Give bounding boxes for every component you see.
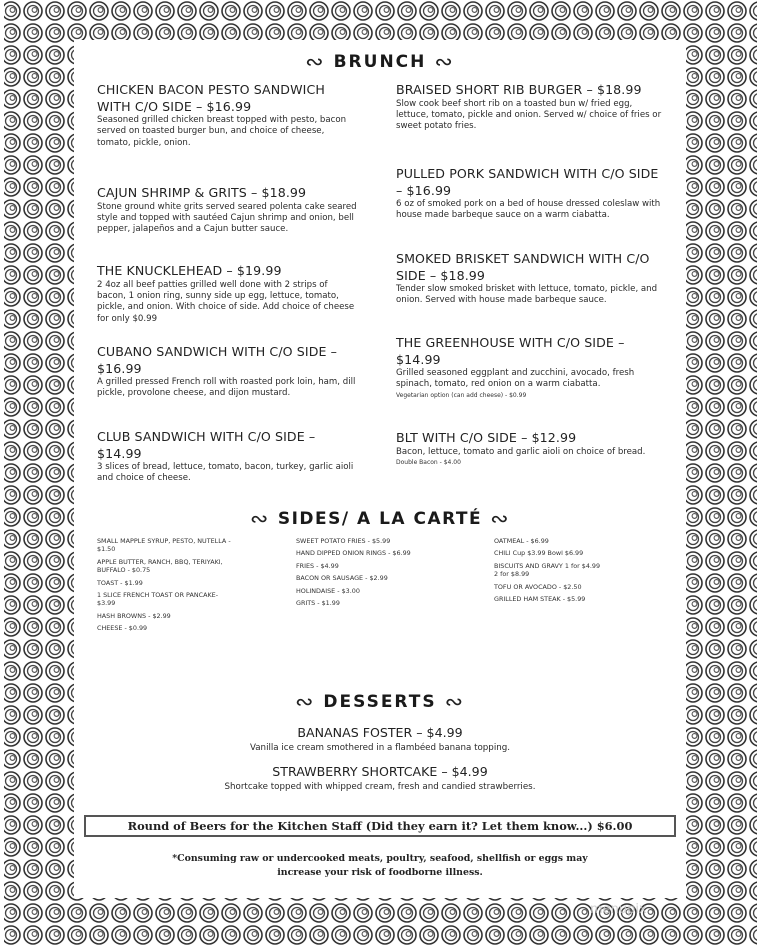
item-name: BLT WITH C/O SIDE – $12.99: [396, 430, 577, 445]
item-description: Shortcake topped with whipped cream, fresh and candied strawberries.: [224, 782, 536, 792]
watermark: menupix: [590, 902, 647, 917]
swirl-ornament-icon: ∾: [249, 507, 270, 532]
menu-panel: [74, 40, 686, 917]
menu-item: [97, 429, 359, 485]
side-item: GRITS - $1.99: [296, 599, 340, 608]
item-note: Double Bacon - $4.00: [396, 458, 461, 466]
side-item: HASH BROWNS - $2.99: [97, 611, 171, 620]
menu-item: [396, 430, 666, 467]
side-item: OATMEAL - $6.99: [494, 537, 549, 545]
menu-item: [396, 82, 666, 133]
side-item: HAND DIPPED ONION RINGS - $6.99: [296, 549, 411, 558]
sides-heading: [74, 507, 686, 532]
dessert-item: [74, 725, 686, 753]
item-name: THE KNUCKLEHEAD – $19.99: [97, 263, 282, 278]
swirl-ornament-icon: ∾: [294, 690, 316, 715]
sides-heading-text: SIDES/ A LA CARTÉ: [277, 509, 483, 529]
menu-item: [97, 82, 359, 149]
side-item: SMALL MAPPLE SYRUP, PESTO, NUTELLA - $1.50: [97, 537, 231, 554]
item-description: Bacon, lettuce, tomato and garlic aioli on choice of bread.: [396, 446, 646, 457]
side-item: CHEESE - $0.99: [97, 624, 148, 633]
side-item: CHILI Cup $3.99 Bowl $6.99: [494, 549, 584, 558]
swirl-ornament-icon: ∾: [490, 507, 511, 532]
item-name: CAJUN SHRIMP & GRITS – $18.99: [97, 185, 307, 200]
desserts-heading: [74, 690, 686, 715]
item-description: 6 oz of smoked pork on a bed of house dressed coleslaw with house made barbeque sauce on a warm ciabatta.: [396, 199, 661, 221]
side-item: TOAST - $1.99: [97, 578, 143, 587]
item-note: Vegetarian option (can add cheese) - $0.99: [396, 391, 527, 399]
side-item: TOFU OR AVOCADO - $2.50: [494, 582, 582, 591]
side-item: HOLINDAISE - $3.00: [296, 586, 360, 595]
item-name: CHICKEN BACON PESTO SANDWICH WITH C/O SIDE – $16.99: [97, 82, 325, 114]
sides-column-2: [296, 537, 416, 611]
item-description: Grilled seasoned eggplant and zucchini, avocado, fresh spinach, tomato, red onion on a warm ciabatta.: [396, 368, 635, 390]
swirl-ornament-icon: ∾: [434, 50, 455, 75]
dessert-item: [74, 764, 686, 792]
menu-item: [396, 335, 666, 400]
item-description: A grilled pressed French roll with roasted pork loin, ham, dill pickle, provolone cheese, and dijon mustard.: [97, 377, 356, 399]
brunch-heading-text: BRUNCH: [333, 52, 427, 72]
side-item: APPLE BUTTER, RANCH, BBQ, TERIYAKI, BUFFALO - $0.75: [97, 557, 223, 575]
desserts-heading-text: DESSERTS: [323, 692, 437, 712]
sides-column-1: [97, 537, 232, 637]
item-name: CUBANO SANDWICH WITH C/O SIDE – $16.99: [97, 344, 338, 376]
menu-item: [97, 344, 359, 400]
beers-banner: Round of Beers for the Kitchen Staff (Did they earn it? Let them know...) $6.00: [84, 815, 676, 837]
side-item: SWEET POTATO FRIES - $5.99: [296, 537, 391, 545]
item-description: Slow cook beef short rib on a toasted bun w/ fried egg, lettuce, tomato, pickle and onion. Served w/ choice of fries or sweet potato fries.: [396, 98, 662, 132]
item-description: Vanilla ice cream smothered in a flambéed banana topping.: [249, 743, 511, 753]
side-item: 1 SLICE FRENCH TOAST OR PANCAKE- $3.99: [97, 591, 219, 608]
item-name: STRAWBERRY SHORTCAKE – $4.99: [272, 764, 488, 779]
item-description: 2 4oz all beef patties grilled well done with 2 strips of bacon, 1 onion ring, sunny side up egg, lettuce, tomato, pickle, and onion. With choice of side. Add choice of cheese for only $0.99: [97, 279, 355, 324]
side-item: BACON OR SAUSAGE - $2.99: [296, 574, 388, 583]
menu-item: [97, 185, 359, 236]
item-description: Stone ground white grits served seared polenta cake seared style and topped with sautéed Cajun shrimp and onion, bell pepper, jalapeños and a Cajun butter sauce.: [97, 201, 357, 235]
item-name: PULLED PORK SANDWICH WITH C/O SIDE – $16.99: [396, 166, 659, 198]
disclaimer-line: *Consuming raw or undercooked meats, poultry, seafood, shellfish or eggs may: [172, 853, 588, 864]
swirl-ornament-icon: ∾: [444, 690, 466, 715]
item-name: THE GREENHOUSE WITH C/O SIDE – $14.99: [396, 335, 625, 367]
item-name: CLUB SANDWICH WITH C/O SIDE – $14.99: [97, 429, 316, 461]
item-name: BANANAS FOSTER – $4.99: [297, 725, 463, 740]
item-description: 3 slices of bread, lettuce, tomato, bacon, turkey, garlic aioli and choice of cheese.: [97, 462, 354, 484]
item-description: Tender slow smoked brisket with lettuce, tomato, pickle, and onion. Served with house made barbeque sauce.: [396, 284, 658, 306]
side-item: FRIES - $4.99: [296, 561, 339, 570]
food-safety-disclaimer: [74, 852, 686, 880]
menu-item: [396, 251, 666, 307]
item-name: SMOKED BRISKET SANDWICH WITH C/O SIDE – $18.99: [396, 251, 650, 283]
brunch-heading: [74, 50, 686, 75]
side-item: GRILLED HAM STEAK - $5.99: [494, 595, 586, 604]
menu-item: [396, 166, 666, 222]
swirl-ornament-icon: ∾: [305, 50, 326, 75]
sides-column-3: [494, 537, 604, 607]
item-description: Seasoned grilled chicken breast topped with pesto, bacon served on toasted burger bun, and choice of cheese, tomato, pickle, onion.: [97, 115, 347, 148]
disclaimer-line: increase your risk of foodborne illness.: [277, 867, 483, 878]
menu-item: [97, 263, 359, 325]
side-item: BISCUITS AND GRAVY 1 for $4.99 2 for $8.99: [494, 561, 601, 579]
item-name: BRAISED SHORT RIB BURGER – $18.99: [396, 82, 642, 97]
